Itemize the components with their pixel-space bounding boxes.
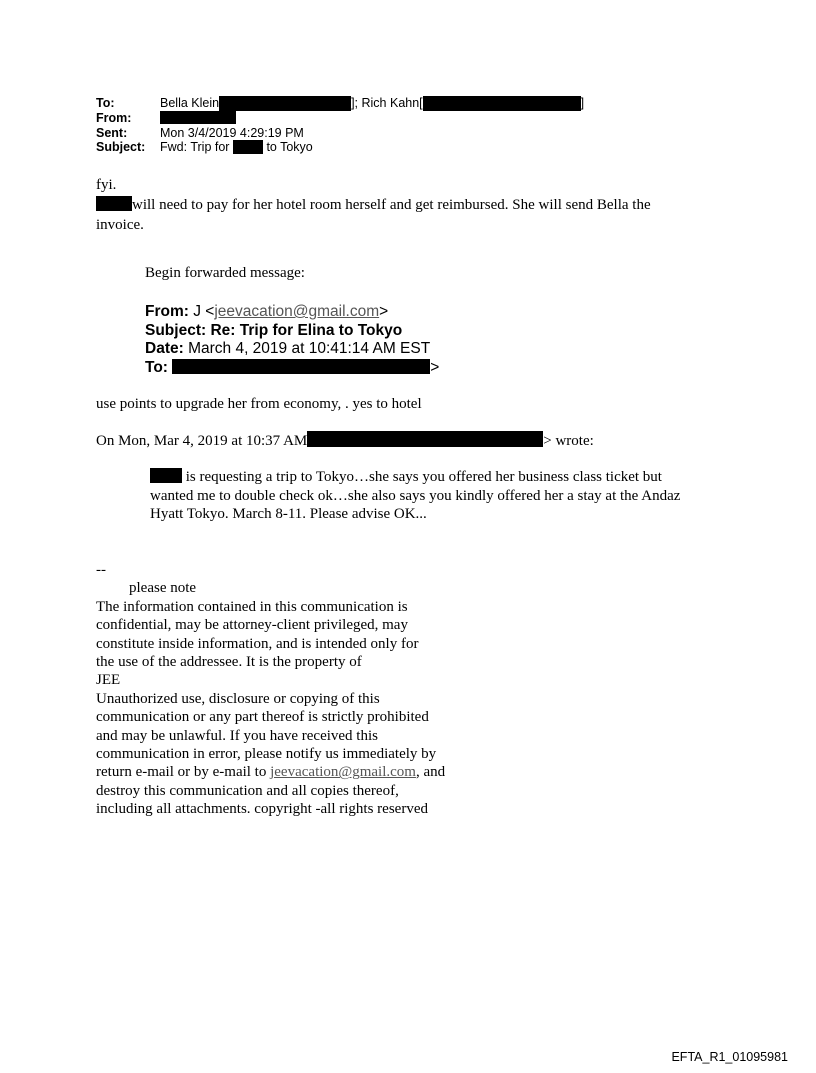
fwd-from-close: >	[379, 303, 389, 320]
to-row	[96, 96, 584, 111]
fwd-to-row	[145, 359, 439, 378]
to-end: ]	[580, 96, 585, 110]
redaction-box	[172, 359, 430, 374]
quoted-wrote: > wrote:	[543, 433, 594, 449]
fyi-line: fyi.	[96, 177, 117, 193]
sig-line: communication in error, please notify us immediately by	[96, 746, 437, 763]
fwd-from-row	[145, 303, 439, 322]
fwd-from-label: From:	[145, 303, 189, 320]
sig-line: destroy this communication and all copies thereof,	[96, 782, 399, 799]
redaction-box	[423, 96, 581, 111]
forwarded-header	[145, 303, 439, 377]
fwd-subject-row	[145, 322, 439, 341]
sig-dashes: --	[96, 562, 106, 578]
fwd-subject-label: Subject:	[145, 321, 207, 339]
sig-line: constitute inside information, and is intended only for	[96, 635, 419, 652]
sig-line: communication or any part thereof is strictly prohibited	[96, 709, 429, 726]
redaction-box	[96, 196, 132, 211]
quoted-attribution	[96, 431, 594, 450]
fwd-date-label: Date:	[145, 340, 184, 357]
redaction-box	[160, 111, 236, 124]
reply-text: use points to upgrade her from economy, . yes to hotel	[96, 396, 422, 412]
sig-line: and may be unlawful. If you have received this	[96, 727, 378, 744]
sig-line: including all attachments. copyright -all rights reserved	[96, 801, 428, 818]
subject-label: Subject:	[96, 140, 146, 154]
fwd-subject-value: Re: Trip for Elina to Tokyo	[210, 321, 403, 339]
quoted-message	[150, 468, 690, 524]
sig-line-post: , and	[415, 764, 446, 781]
to-label: To:	[96, 96, 115, 110]
signature-disclaimer	[96, 561, 445, 819]
sig-line: confidential, may be attorney-client privileged, may	[96, 617, 408, 634]
sent-label: Sent:	[96, 125, 128, 140]
fwd-from-name: J <	[193, 303, 215, 320]
body-paragraph	[96, 195, 696, 235]
sent-value: Mon 3/4/2019 4:29:19 PM	[160, 125, 304, 140]
quoted-on-line: On Mon, Mar 4, 2019 at 10:37 AM	[96, 433, 308, 449]
sig-please-note: please note	[129, 580, 197, 597]
sig-line: The information contained in this communication is	[96, 598, 408, 615]
from-label: From:	[96, 111, 132, 125]
sig-line: Unauthorized use, disclosure or copying of this	[96, 690, 380, 707]
fwd-to-close: >	[430, 358, 440, 376]
sig-line: the use of the addressee. It is the property of	[96, 654, 362, 671]
forward-begin: Begin forwarded message:	[145, 265, 305, 281]
body-line: will need to pay for her hotel room herself and get reimbursed. She will send Bella the invoice.	[96, 197, 651, 233]
message-body	[96, 175, 696, 235]
subject-pre: Fwd: Trip for	[160, 140, 230, 154]
redaction-box	[219, 96, 351, 111]
from-row	[96, 111, 584, 126]
sig-line	[96, 763, 445, 781]
redaction-box	[233, 140, 263, 154]
document-id: EFTA_R1_01095981	[671, 1050, 788, 1064]
redaction-box	[150, 468, 182, 483]
sent-row	[96, 126, 584, 141]
to-separator: ]; Rich Kahn[	[351, 96, 423, 110]
sig-email-link[interactable]: jeevacation@gmail.com	[270, 764, 416, 781]
sig-line-pre: return e-mail or by e-mail to	[96, 764, 271, 781]
fwd-from-email-link[interactable]: jeevacation@gmail.com	[214, 303, 380, 320]
sig-line: JEE	[96, 672, 121, 689]
subject-post: to Tokyo	[266, 140, 313, 154]
quoted-text: is requesting a trip to Tokyo…she says you offered her business class ticket but wanted me to double check ok…she also says you kindly offered her a stay at the Andaz Hyatt Tokyo. March 8-11. Please advise OK...	[150, 469, 681, 522]
fwd-date-value: March 4, 2019 at 10:41:14 AM EST	[188, 340, 431, 357]
to-name-bella: Bella Klein	[160, 96, 220, 110]
subject-row	[96, 140, 584, 155]
redaction-box	[307, 431, 543, 447]
fwd-to-label: To:	[145, 358, 168, 376]
fwd-date-row	[145, 340, 439, 359]
email-header	[96, 96, 584, 155]
